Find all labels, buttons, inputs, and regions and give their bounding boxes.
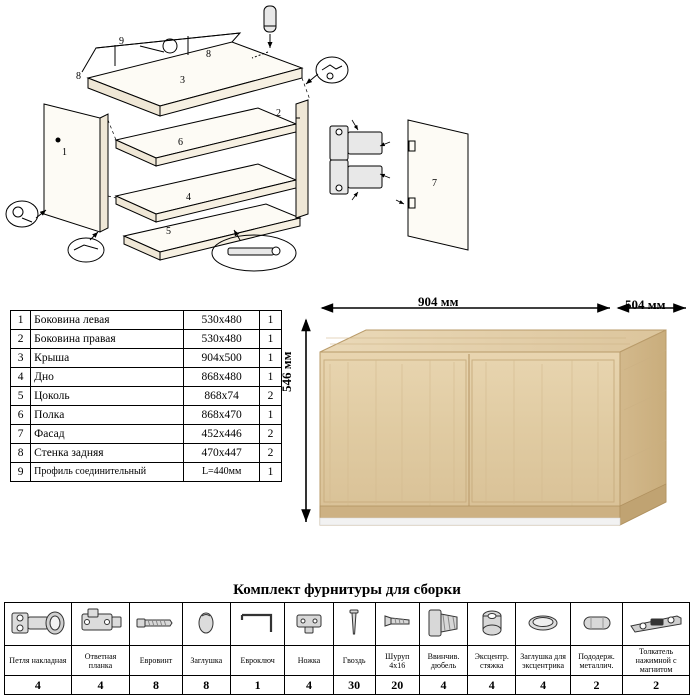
foot-icon xyxy=(285,603,333,646)
callout-5: 5 xyxy=(166,226,171,237)
hardware-count: 8 xyxy=(182,676,230,695)
part-num: 8 xyxy=(11,444,31,463)
part-num: 4 xyxy=(11,368,31,387)
part-qty: 2 xyxy=(260,444,282,463)
hardware-name: Толкатель нажимной с магнитом xyxy=(623,646,690,676)
hardware-count: 4 xyxy=(5,676,72,695)
part-num: 9 xyxy=(11,463,31,482)
width-dimension-label: 904 мм xyxy=(418,294,459,309)
hinge-plate-icon xyxy=(71,603,130,646)
table-row xyxy=(11,444,282,463)
part-qty: 1 xyxy=(260,349,282,368)
callout-4: 4 xyxy=(186,192,191,203)
euro-key-icon xyxy=(230,603,284,646)
callout-2: 2 xyxy=(276,108,281,119)
part-num: 2 xyxy=(11,330,31,349)
callout-8-left: 8 xyxy=(76,71,81,82)
part-size: 904х500 xyxy=(184,349,260,368)
hardware-name: Петля накладная xyxy=(5,646,72,676)
part-name: Крыша xyxy=(31,349,184,368)
part-qty: 1 xyxy=(260,406,282,425)
part-size: L=440мм xyxy=(184,463,260,482)
hinge-icon xyxy=(5,603,72,646)
parts-table xyxy=(10,310,282,482)
nail-icon xyxy=(333,603,375,646)
hardware-kit-title: Комплект фурнитуры для сборки xyxy=(233,582,461,598)
magnet-holder-icon xyxy=(570,603,622,646)
part-name: Цоколь xyxy=(31,387,184,406)
hardware-count: 4 xyxy=(71,676,130,695)
part-qty: 2 xyxy=(260,425,282,444)
screw-4x16-icon xyxy=(375,603,419,646)
part-size: 470х447 xyxy=(184,444,260,463)
table-row xyxy=(11,330,282,349)
hardware-name: Заглушка xyxy=(182,646,230,676)
part-num: 5 xyxy=(11,387,31,406)
hardware-count: 4 xyxy=(285,676,333,695)
hardware-name: Евровинт xyxy=(130,646,182,676)
table-row xyxy=(11,368,282,387)
hardware-name: Евроключ xyxy=(230,646,284,676)
cam-cap-icon xyxy=(516,603,570,646)
hardware-table xyxy=(4,602,690,695)
part-qty: 2 xyxy=(260,387,282,406)
cabinet-top xyxy=(320,330,666,352)
height-dimension-label: 546 мм xyxy=(279,351,294,392)
hardware-count: 8 xyxy=(130,676,182,695)
part-name: Фасад xyxy=(31,425,184,444)
part-size: 530х480 xyxy=(184,330,260,349)
part-qty: 1 xyxy=(260,311,282,330)
part-name: Профиль соединительный xyxy=(31,463,184,482)
part-size: 868х470 xyxy=(184,406,260,425)
hardware-count: 20 xyxy=(375,676,419,695)
hardware-name-row xyxy=(5,646,690,676)
dowel-icon xyxy=(419,603,467,646)
callout-3: 3 xyxy=(180,75,185,86)
hardware-name: Шуруп 4х16 xyxy=(375,646,419,676)
part-name: Дно xyxy=(31,368,184,387)
table-row xyxy=(11,349,282,368)
hardware-count: 30 xyxy=(333,676,375,695)
part-qty: 1 xyxy=(260,368,282,387)
push-latch-icon xyxy=(623,603,690,646)
part-size: 530х480 xyxy=(184,311,260,330)
hardware-name: Ответная планка xyxy=(71,646,130,676)
callout-7: 7 xyxy=(432,178,437,189)
callout-1: 1 xyxy=(62,147,67,158)
hardware-count: 4 xyxy=(516,676,570,695)
hardware-name: Заглушка для эксцентрика xyxy=(516,646,570,676)
cabinet-render xyxy=(290,290,694,540)
cap-icon xyxy=(182,603,230,646)
hardware-name: Ввинчив. дюбель xyxy=(419,646,467,676)
part-size: 452х446 xyxy=(184,425,260,444)
hardware-count: 2 xyxy=(570,676,622,695)
callout-8-right: 8 xyxy=(206,49,211,60)
hardware-name: Пододерж. металлич. xyxy=(570,646,622,676)
part-num: 3 xyxy=(11,349,31,368)
part-num: 1 xyxy=(11,311,31,330)
part-num: 6 xyxy=(11,406,31,425)
part-name: Боковина правая xyxy=(31,330,184,349)
euro-screw-icon xyxy=(130,603,182,646)
hardware-count: 2 xyxy=(623,676,690,695)
hardware-count: 4 xyxy=(419,676,467,695)
hardware-icon-row xyxy=(5,603,690,646)
hardware-count: 4 xyxy=(468,676,516,695)
part-name: Стенка задняя xyxy=(31,444,184,463)
part-size: 868х480 xyxy=(184,368,260,387)
cabinet-front xyxy=(320,352,620,525)
part-name: Боковина левая xyxy=(31,311,184,330)
table-row xyxy=(11,311,282,330)
part-size: 868х74 xyxy=(184,387,260,406)
cam-lock-icon xyxy=(468,603,516,646)
part-qty: 1 xyxy=(260,330,282,349)
hardware-name: Эксцентр. стяжка xyxy=(468,646,516,676)
part-num: 7 xyxy=(11,425,31,444)
hardware-name: Ножка xyxy=(285,646,333,676)
exploded-assembly-diagram xyxy=(0,0,694,290)
table-row xyxy=(11,463,282,482)
table-row xyxy=(11,425,282,444)
callout-6: 6 xyxy=(178,137,183,148)
part-name: Полка xyxy=(31,406,184,425)
callout-9: 9 xyxy=(119,36,124,47)
part-qty: 1 xyxy=(260,463,282,482)
hardware-name: Гвоздь xyxy=(333,646,375,676)
hardware-count: 1 xyxy=(230,676,284,695)
table-row xyxy=(11,406,282,425)
hardware-count-row xyxy=(5,676,690,695)
table-row xyxy=(11,387,282,406)
depth-dimension-label: 504 мм xyxy=(625,297,666,312)
